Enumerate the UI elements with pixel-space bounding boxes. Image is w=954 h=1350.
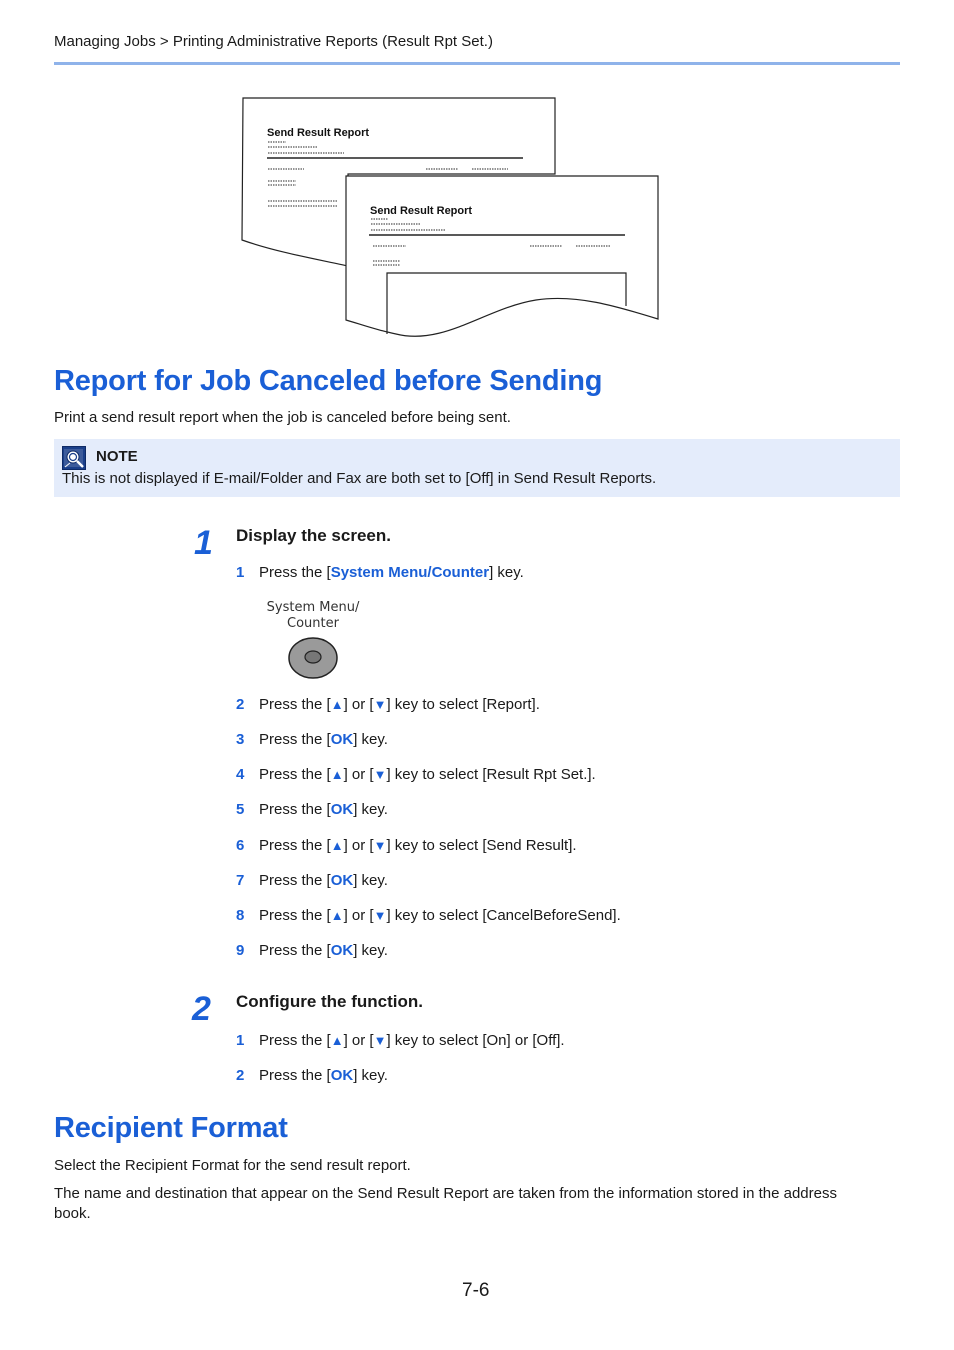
front-report-sheet: [346, 176, 658, 336]
recipient-format-para-1: Select the Recipient Format for the send result report.: [54, 1157, 411, 1174]
down-arrow-icon: ▼: [373, 1033, 387, 1048]
down-arrow-icon: ▼: [373, 697, 387, 712]
note-title: NOTE: [96, 448, 138, 465]
substep-1-7: 7 Press the [OK] key.: [236, 872, 388, 889]
down-arrow-icon: ▼: [373, 838, 387, 853]
step-number-1: 1: [194, 524, 213, 562]
header-rule: [54, 62, 900, 65]
page-number: 7-6: [462, 1280, 490, 1301]
substep-1-9: 9 Press the [OK] key.: [236, 942, 388, 959]
substep-1-1: 1 Press the [System Menu/Counter] key.: [236, 564, 524, 581]
note-box: [54, 439, 900, 497]
up-arrow-icon: ▲: [330, 767, 344, 782]
step-number-1-icon: [190, 522, 224, 562]
step-number-2: 2: [192, 990, 211, 1028]
up-arrow-icon: ▲: [330, 1033, 344, 1048]
note-icon: [62, 446, 86, 470]
section-title-recipient-format: Recipient Format: [54, 1112, 288, 1144]
substep-1-5: 5 Press the [OK] key.: [236, 801, 388, 818]
system-menu-counter-key-icon: [286, 636, 340, 680]
substep-1-4: 4 Press the [▲] or [▼] key to select [Result Rpt Set.].: [236, 766, 596, 783]
step-title-2: Configure the function.: [236, 992, 423, 1011]
recipient-format-para-2: The name and destination that appear on the Send Result Report are taken from the information stored in the address book.: [54, 1185, 837, 1222]
substep-2-1: 1 Press the [▲] or [▼] key to select [On] or [Off].: [236, 1032, 565, 1049]
send-result-report-illustration: [236, 94, 666, 344]
back-report-title: Send Result Report: [267, 127, 370, 139]
front-report-title: Send Result Report: [370, 205, 473, 217]
system-menu-counter-key-ref: System Menu/Counter: [330, 564, 490, 581]
down-arrow-icon: ▼: [373, 767, 387, 782]
section-title-job-canceled: Report for Job Canceled before Sending: [54, 365, 603, 397]
breadcrumb: Managing Jobs > Printing Administrative Reports (Result Rpt Set.): [54, 33, 493, 50]
section-intro: Print a send result report when the job is canceled before being sent.: [54, 409, 511, 426]
system-menu-counter-key-label: System Menu/ Counter: [266, 600, 360, 631]
substep-1-2: 2 Press the [▲] or [▼] key to select [Report].: [236, 696, 540, 713]
substep-2-2: 2 Press the [OK] key.: [236, 1067, 388, 1084]
up-arrow-icon: ▲: [330, 838, 344, 853]
substep-1-8: 8 Press the [▲] or [▼] key to select [CancelBeforeSend].: [236, 907, 621, 924]
up-arrow-icon: ▲: [330, 697, 344, 712]
step-number-2-icon: [190, 988, 224, 1028]
down-arrow-icon: ▼: [373, 908, 387, 923]
substep-1-3: 3 Press the [OK] key.: [236, 731, 388, 748]
note-text: This is not displayed if E-mail/Folder and Fax are both set to [Off] in Send Result Reports.: [62, 470, 657, 487]
step-title-1: Display the screen.: [236, 526, 391, 545]
substep-1-6: 6 Press the [▲] or [▼] key to select [Send Result].: [236, 837, 577, 854]
up-arrow-icon: ▲: [330, 908, 344, 923]
